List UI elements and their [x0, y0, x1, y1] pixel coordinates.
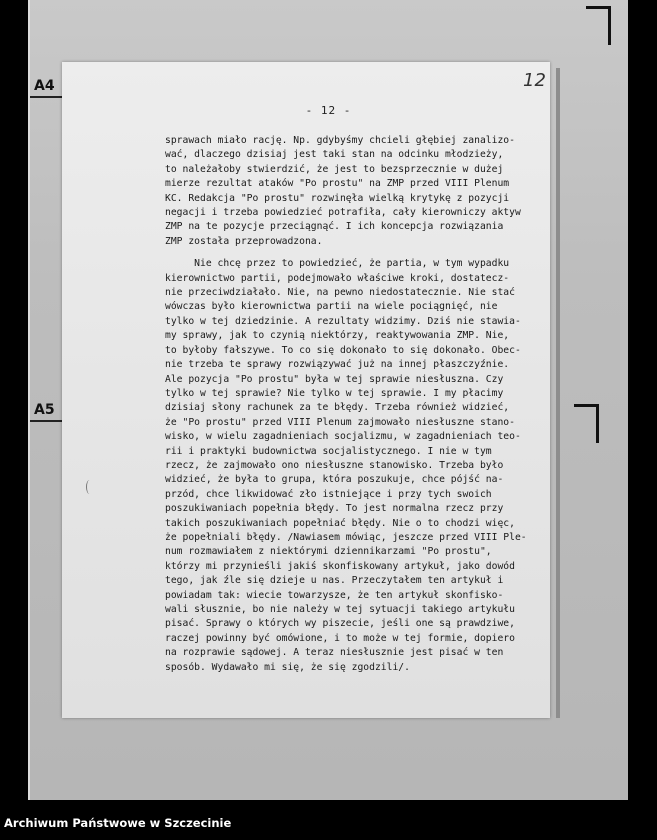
typewritten-text: [165, 134, 553, 675]
text-line: na rozprawie sądowej. A teraz niesłusznie jest pisać w ten: [165, 647, 504, 659]
text-line: raczej powinny być omówione, i to może w tej formie, dopiero: [165, 632, 515, 644]
text-line: ZMP została przeprowadzona.: [165, 235, 323, 247]
text-line: tylko w tej dziedzinie. A rezultaty widzimy. Dziś nie stawia-: [165, 315, 521, 327]
text-line: sposób. Wydawało mi się, że się zgodzili/.: [165, 661, 410, 673]
text-line: nie trzeba te sprawy rozwiązywać już na innej płaszczyźnie.: [165, 359, 510, 371]
paragraph-gap: [165, 249, 553, 257]
text-line: wać, dlaczego dzisiaj jest taki stan na odcinku młodzieży,: [165, 149, 504, 161]
film-border: [28, 0, 30, 800]
archive-footer: Archiwum Państwowe w Szczecinie: [4, 816, 232, 830]
text-line: ZMP na te pozycje przeciągnąć. I ich koncepcja rozwiązania: [165, 221, 504, 233]
pencil-mark: [86, 480, 93, 494]
frame-divider-line: [30, 420, 66, 422]
folio-number: 12: [523, 70, 546, 91]
page-edge-shadow: [556, 68, 560, 718]
frame-label-a5: A5: [34, 402, 55, 418]
text-line: Nie chcę przez to powiedzieć, że partia, w tym wypadku: [165, 258, 510, 270]
text-line: tylko w tej sprawie? Nie tylko w tej sprawie. I my płacimy: [165, 387, 504, 399]
text-line: to należałoby stwierdzić, że jest to bezsprzecznie w dużej: [165, 163, 504, 175]
text-line: powiadam tak: wiecie towarzysze, że ten artykuł skonfisko-: [165, 589, 504, 601]
text-line: num rozmawiałem z niektórymi dziennikarzami "Po prostu",: [165, 546, 492, 558]
corner-crop-mark-top: [586, 6, 611, 45]
text-line: wówczas było kierownictwa partii na wiele pociągnięć, nie: [165, 301, 498, 313]
text-line: kierownictwo partii, podejmowało właściwe kroki, dostatecz-: [165, 272, 510, 284]
text-line: poszukiwaniach popełnia błędy. To jest normalna rzecz przy: [165, 503, 504, 515]
text-line: że popełniali błędy. /Nawiasem mówiąc, jeszcze przed VIII Ple-: [165, 531, 527, 543]
text-line: dzisiaj słony rachunek za te błędy. Trzeba również widzieć,: [165, 402, 510, 414]
text-line: KC. Redakcja "Po prostu" rozwinęła wielką krytykę z pozycji: [165, 192, 510, 204]
text-line: tego, jak źle się dzieje u nas. Przeczytałem ten artykuł i: [165, 575, 504, 587]
text-line: negacji i trzeba powiedzieć potrafiła, cały kierowniczy aktyw: [165, 207, 521, 219]
frame-label-a4: A4: [34, 78, 55, 94]
text-line: mierze rezultat ataków "Po prostu" na ZMP przed VIII Plenum: [165, 178, 510, 190]
text-line: sprawach miało rację. Np. gdybyśmy chcieli głębiej zanalizo-: [165, 135, 515, 146]
frame-divider-line: [30, 96, 66, 98]
corner-crop-mark-middle: [574, 404, 599, 443]
text-line: to byłoby fałszywe. To co się dokonało to się dokonało. Obec-: [165, 344, 521, 356]
text-line: rii i praktyki budownictwa socjalistycznego. I nie w tym: [165, 445, 492, 457]
text-line: my sprawy, jak to czynią niektórzy, reaktywowania ZMP. Nie,: [165, 330, 510, 342]
text-line: rzecz, że zajmowało ono niesłuszne stanowisko. Trzeba było: [165, 459, 504, 471]
text-line: wisko, w wielu zagadnieniach socjalizmu, w zagadnieniach teo-: [165, 431, 521, 443]
text-line: wali słusznie, bo nie należy w tej sytuacji takiego artykułu: [165, 604, 515, 615]
text-line: że "Po prostu" przed VIII Plenum zajmowało niesłuszne stano-: [165, 416, 515, 428]
text-line: Ale pozycja "Po prostu" była w tej sprawie niesłuszna. Czy: [165, 373, 504, 385]
text-line: takich poszukiwaniach popełniać błędy. Nie o to chodzi więc,: [165, 517, 515, 529]
text-line: nie przeciwdziałało. Nie, na pewno niedostatecznie. Nie stać: [165, 287, 515, 299]
page-number: - 12 -: [305, 104, 352, 117]
text-line: widzieć, że była to grupa, która poszukuje, chce pójść na-: [165, 474, 504, 486]
text-line: którzy mi przynieśli jakiś skonfiskowany artykuł, jako dowód: [165, 560, 515, 572]
text-line: pisać. Sprawy o których wy piszecie, jeśli one są prawdziwe,: [165, 618, 515, 630]
text-line: przód, chce likwidować zło istniejące i przy tych swoich: [165, 488, 492, 500]
